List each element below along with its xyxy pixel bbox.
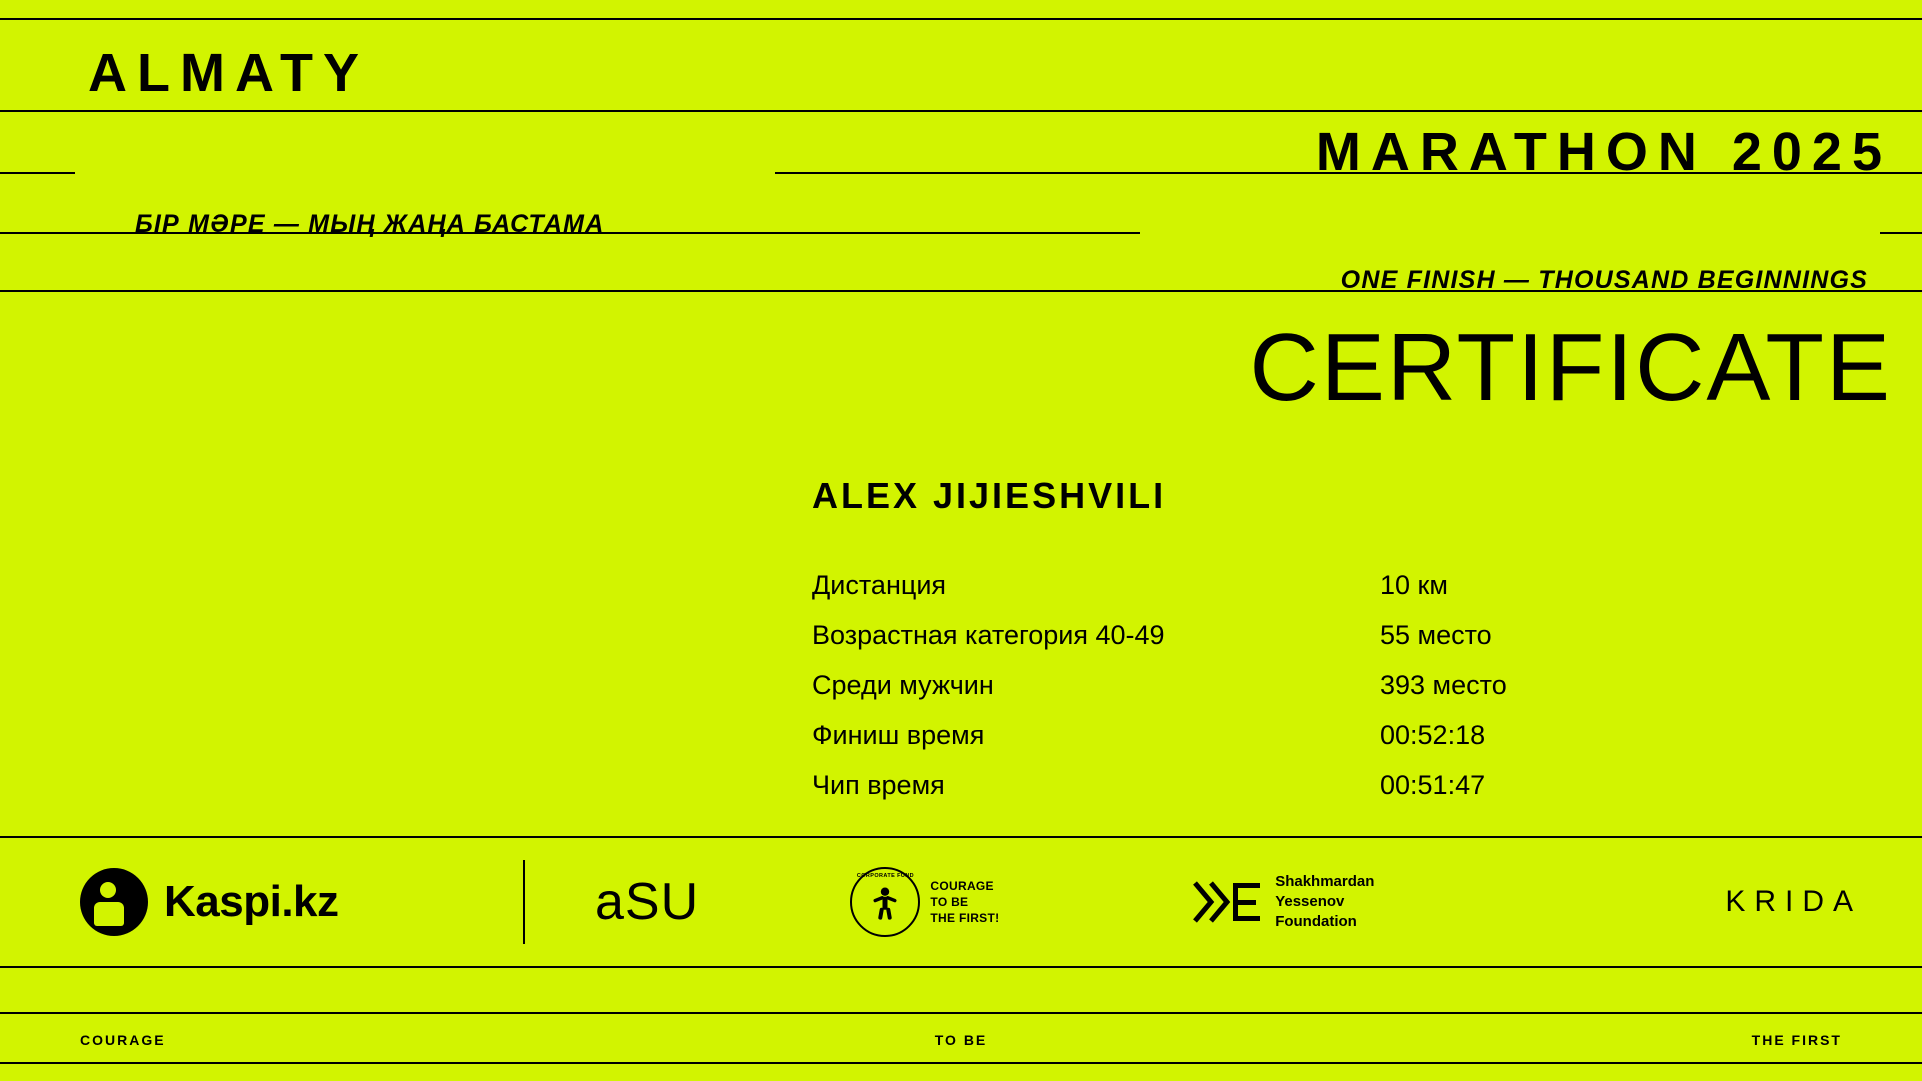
result-label: Возрастная категория 40-49 [812,620,1165,650]
slogan-kazakh: БІР МӘРЕ — МЫҢ ЖАҢА БАСТАМА [135,210,605,238]
page-title: CERTIFICATE [1249,314,1892,421]
table-row [812,672,1632,722]
yessenov-wordmark [1275,872,1374,933]
courage-fund-wordmark [930,878,999,927]
table-row [812,772,1632,822]
divider-line-1 [0,18,1922,20]
kaspi-logo-icon [80,868,148,936]
result-value: 55 место [1380,620,1492,650]
sponsor-kaspi [0,838,523,966]
table-row [812,722,1632,772]
courage-line-2: TO BE [930,894,969,909]
courage-fund-logo-icon [850,867,920,937]
shakh-line-3: Foundation [1275,913,1357,931]
result-value: 10 км [1380,570,1448,600]
footer-middle: TO BE [934,1032,988,1048]
result-label: Среди мужчин [812,670,994,700]
footer-right: THE FIRST [1751,1032,1842,1048]
rule-mask-en [1140,220,1880,246]
divider-line-8 [0,1012,1922,1014]
results-table [812,572,1632,822]
result-label: Финиш время [812,720,985,750]
courage-fund-caption: CORPORATE FUND [856,873,914,879]
divider-line-2 [0,110,1922,112]
footer-band [0,1022,1922,1058]
shakh-line-1: Shakhmardan [1275,872,1375,890]
table-row [812,622,1632,672]
result-label: Чип время [812,770,945,800]
event-city: ALMATY [88,43,369,103]
sponsor-asu [525,838,770,966]
result-value: 00:51:47 [1380,770,1486,800]
shakh-line-2: Yessenov [1275,892,1345,910]
krida-logo-icon: KRIDA [1725,885,1862,918]
running-figure-icon [872,887,898,921]
divider-line-7 [0,966,1922,968]
kaspi-wordmark: Kaspi.kz [164,877,339,926]
event-title: MARATHON 2025 [1315,122,1892,182]
result-value: 00:52:18 [1380,720,1486,750]
asu-logo-icon: aSU [595,873,700,931]
runner-name: ALEX JIJIESHVILI [812,475,1167,516]
result-label: Дистанция [812,570,947,600]
sponsor-band [0,838,1922,966]
courage-line-1: COURAGE [930,878,994,893]
yessenov-foundation-logo-icon [1191,879,1263,925]
rule-mask-kz [75,160,775,186]
footer-left: COURAGE [80,1032,166,1048]
sponsor-yessenov-foundation [1080,838,1485,966]
result-value: 393 место [1380,670,1507,700]
sponsor-krida [1485,838,1922,966]
slogan-english: ONE FINISH — THOUSAND BEGINNINGS [1340,266,1868,294]
divider-line-9 [0,1062,1922,1064]
table-row [812,572,1632,622]
courage-line-3: THE FIRST! [930,911,1000,926]
sponsor-courage-fund [770,838,1081,966]
